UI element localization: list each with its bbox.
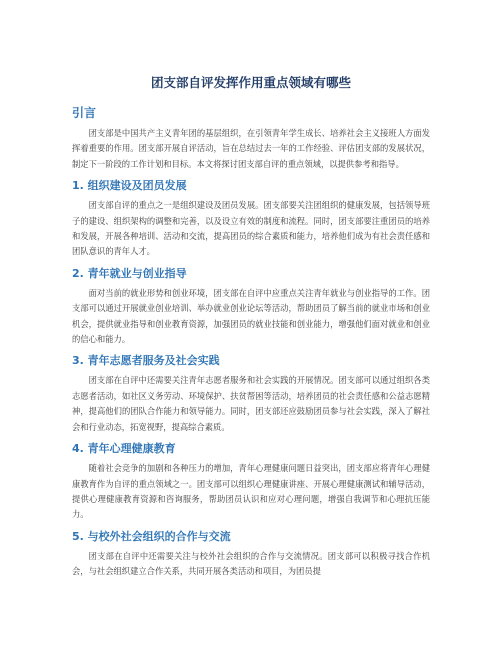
- section-heading-organization: 1. 组织建设及团员发展: [72, 179, 187, 193]
- section-heading-cooperation: 5. 与校外社会组织的合作与交流: [72, 529, 231, 543]
- section-paragraph-employment: 面对当前的就业形势和创业环境，团支部在自评中应重点关注青年就业与创业指导的工作。团支部可以通过开展就业创业培训、举办就业创业论坛等活动，帮助团员了解当前的就业市场和创业机会，提供就业指导和创业教育资源，加强团员的就业技能和创业能力，增强他们面对就业和创业的信心和能力。: [72, 287, 430, 345]
- intro-paragraph: 团支部是中国共产主义青年团的基层组织，在引领青年学生成长、培养社会主义接班人方面发挥着重要的作用。团支部开展自评活动，旨在总结过去一年的工作经验、评估团支部的发展状况，制定下一阶段的工作计划和目标。本文将探讨团支部自评的重点领域，以提供参考和指导。: [72, 128, 430, 169]
- intro-heading: 引言: [72, 106, 97, 120]
- section-heading-employment: 2. 青年就业与创业指导: [72, 266, 187, 280]
- section-paragraph-mental-health: 随着社会竞争的加剧和各种压力的增加，青年心理健康问题日益突出，团支部应将青年心理健康教育作为自评的重点领域之一。团支部可以组织心理健康讲座、开展心理健康测试和辅导活动，提供心理健康教育资源和咨询服务，帮助团员认识和应对心理问题，增强自我调节和心理抗压能力。: [72, 463, 430, 520]
- section-heading-volunteer: 3. 青年志愿者服务及社会实践: [72, 354, 220, 368]
- section-paragraph-organization: 团支部自评的重点之一是组织建设及团员发展。团支部要关注团组织的健康发展，包括领导班子的建设、组织架构的调整和完善，以及设立有效的制度和流程。同时，团支部要注重团员的培养和发展，开展各种培训、活动和交流，提高团员的综合素质和能力，培养他们成为有社会责任感和团队意识的青年人才。: [72, 200, 430, 257]
- section-heading-mental-health: 4. 青年心理健康教育: [72, 442, 176, 456]
- section-paragraph-cooperation: 团支部在自评中还需要关注与校外社会组织的合作与交流情况。团支部可以积极寻找合作机会，与社会组织建立合作关系，共同开展各类活动和项目，为团员提: [72, 550, 430, 577]
- section-paragraph-volunteer: 团支部在自评中还需要关注青年志愿者服务和社会实践的开展情况。团支部可以通过组织各类志愿者活动，如社区义务劳动、环境保护、扶贫帮困等活动，培养团员的社会责任感和公益志愿精神，提高他们的团队合作能力和领导能力。同时，团支部还应鼓励团员参与社会实践，深入了解社会和行业动态，拓宽视野，提高综合素质。: [72, 375, 430, 432]
- document-title: 团支部自评发挥作用重点领域有哪些: [150, 75, 351, 90]
